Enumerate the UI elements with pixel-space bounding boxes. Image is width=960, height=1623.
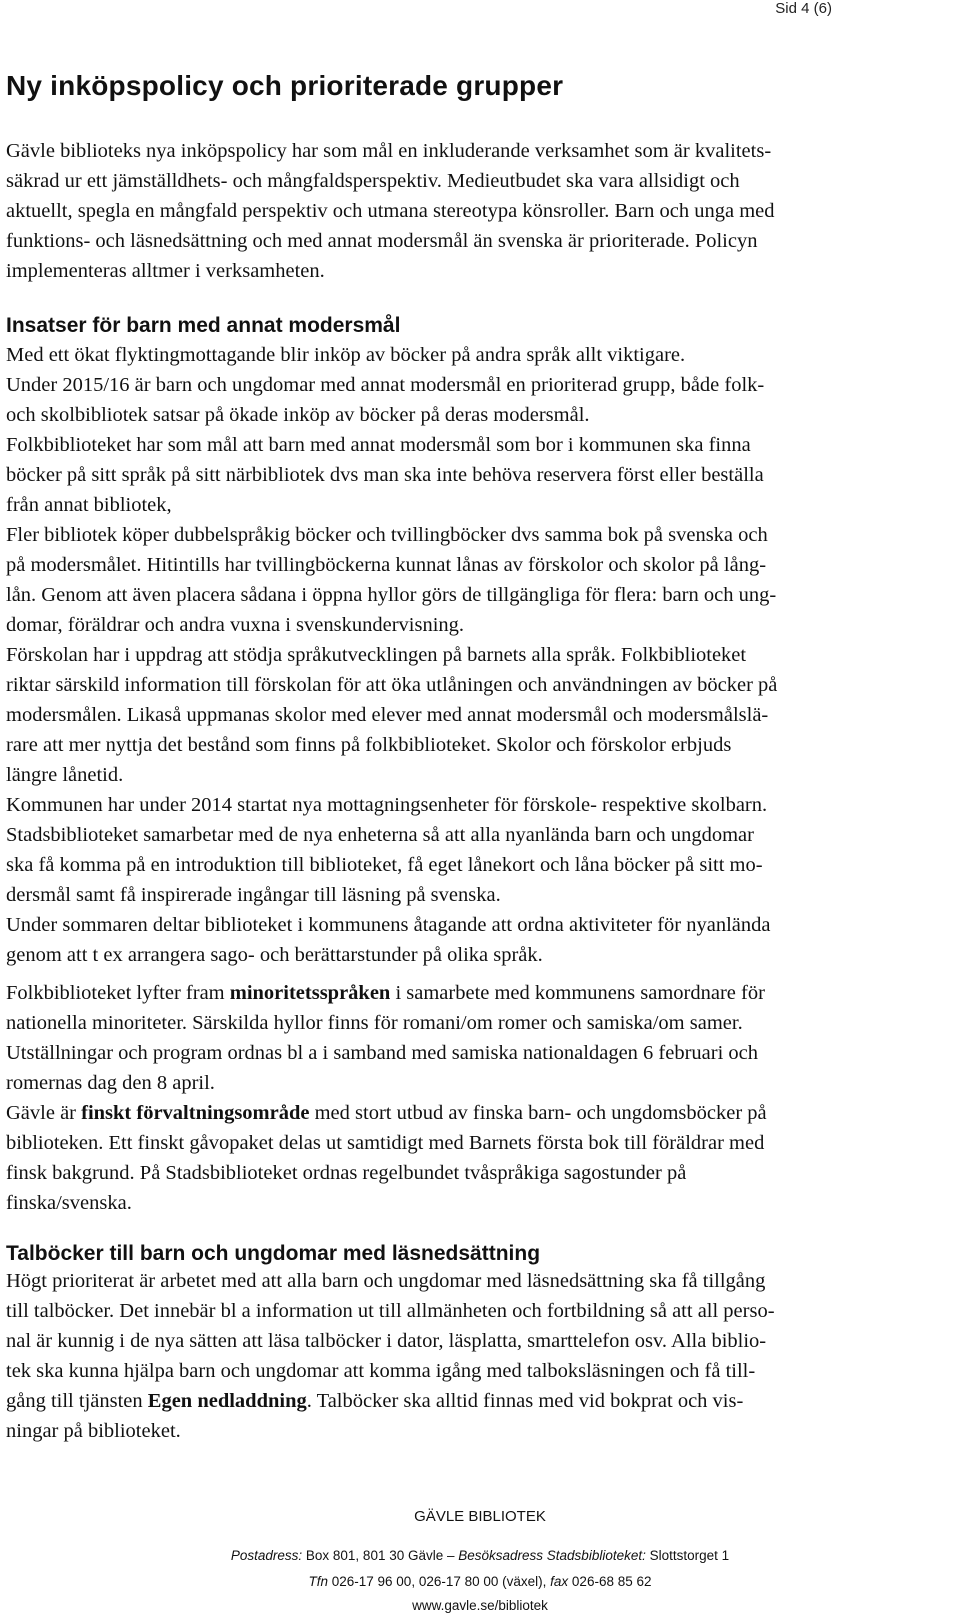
text-line: funktions- och läsnedsättning och med annat modersmål än svenska är prioriterade. Policyn	[6, 230, 758, 252]
text-line: på modersmålet. Hitintills har tvillingböckerna kunnat lånas av förskolor och skolor på lång-	[6, 554, 767, 576]
text-line: genom att t ex arrangera sago- och berättarstunder på olika språk.	[6, 944, 543, 966]
text-line: finska/svenska.	[6, 1192, 132, 1214]
text-line: Utställningar och program ordnas bl a i samband med samiska nationaldagen 6 februari och	[6, 1042, 759, 1064]
text-line: från annat bibliotek,	[6, 494, 172, 516]
section-body-mother-tongue	[6, 340, 946, 970]
text-line: lån. Genom att även placera sådana i öppna hyllor görs de tillgängliga för flera: barn och ung-	[6, 584, 777, 606]
emphasis-finnish-area: finskt förvaltningsområde	[81, 1102, 310, 1124]
text-line: Förskolan har i uppdrag att stödja språkutvecklingen på barnets alla språk. Folkbiblioteket	[6, 644, 747, 666]
text-line: aktuellt, spegla en mångfald perspektiv och utmana stereotypa könsroller. Barn och unga med	[6, 200, 775, 222]
text-line: Kommunen har under 2014 startat nya mottagningsenheter för förskole- respektive skolbarn.	[6, 794, 768, 816]
text-line: ska få komma på en introduktion till biblioteket, få eget lånekort och låna böcker på sitt mo-	[6, 854, 763, 876]
text-line: Under 2015/16 är barn och ungdomar med annat modersmål en prioriterad grupp, både folk-	[6, 374, 765, 396]
text-line: Med ett ökat flyktingmottagande blir inköp av böcker på andra språk allt viktigare.	[6, 344, 686, 366]
text-line: Gävle biblioteks nya inköpspolicy har som mål en inkluderande verksamhet som är kvalitets-	[6, 140, 772, 162]
section-heading-talking-books: Talböcker till barn och ungdomar med läsnedsättning	[6, 1242, 541, 1265]
page-title: Ny inköpspolicy och prioriterade grupper	[6, 70, 564, 101]
text-line: nationella minoriteter. Särskilda hyllor finns för romani/om romer och samiska/om samer.	[6, 1012, 743, 1034]
text-line: Folkbiblioteket lyfter fram minoritetsspråken i samarbete med kommunens samordnare för	[6, 982, 765, 1004]
text-line: Gävle är finskt förvaltningsområde med stort utbud av finska barn- och ungdomsböcker på	[6, 1102, 767, 1124]
text-line: nal är kunnig i de nya sätten att läsa talböcker i dator, läsplatta, smarttelefon osv. Alla biblio-	[6, 1330, 767, 1352]
text-line: Fler bibliotek köper dubbelspråkig böcker och tvillingböcker dvs samma bok på svenska och	[6, 524, 768, 546]
text-line: tek ska kunna hjälpa barn och ungdomar att komma igång med talboksläsningen och få till-	[6, 1360, 756, 1382]
text-line: finsk bakgrund. På Stadsbiblioteket ordnas regelbundet tvåspråkiga sagostunder på	[6, 1162, 687, 1184]
text-line: implementeras alltmer i verksamheten.	[6, 260, 325, 282]
text-line: rare att mer nyttja det bestånd som finns på folkbiblioteket. Skolor och förskolor erbjuds	[6, 734, 732, 756]
text-line: Folkbiblioteket har som mål att barn med annat modersmål som bor i kommunen ska finna	[6, 434, 751, 456]
text-line: domar, föräldrar och andra vuxna i svenskundervisning.	[6, 614, 465, 636]
text-line: till talböcker. Det innebär bl a information ut till allmänheten och fortbildning så att all perso-	[6, 1300, 775, 1322]
text-line: Under sommaren deltar biblioteket i kommunens åtagande att ordna aktiviteter för nyanlända	[6, 914, 771, 936]
section-body-talking-books	[6, 1266, 946, 1446]
footer-organization: GÄVLE BIBLIOTEK	[414, 1508, 546, 1525]
emphasis-minority-languages: minoritetsspråken	[229, 982, 391, 1004]
text-line: ningar på biblioteket.	[6, 1420, 181, 1442]
footer-address: Postadress: Box 801, 801 30 Gävle – Besöksadress Stadsbiblioteket: Slottstorget 1	[230, 1548, 730, 1563]
text-line: säkrad ur ett jämställdhets- och mångfaldsperspektiv. Medieutbudet ska vara allsidigt och	[6, 170, 740, 192]
text-line: romernas dag den 8 april.	[6, 1072, 215, 1094]
text-line: dersmål samt få inspirerade ingångar till läsning på svenska.	[6, 884, 501, 906]
text-line: böcker på sitt språk på sitt närbibliotek dvs man ska inte behöva reservera först eller beställa	[6, 464, 764, 486]
minority-languages-paragraph	[6, 978, 946, 1218]
text-line: Högt prioriterat är arbetet med att alla barn och ungdomar med läsnedsättning ska få tillgång	[6, 1270, 766, 1292]
text-line: biblioteken. Ett finskt gåvopaket delas ut samtidigt med Barnets första bok till föräldrar med	[6, 1132, 765, 1154]
emphasis-own-download: Egen nedladdning	[147, 1390, 307, 1412]
text-line: och skolbibliotek satsar på ökade inköp av böcker på deras modersmål.	[6, 404, 590, 426]
text-line: gång till tjänsten Egen nedladdning. Talböcker ska alltid finnas med vid bokprat och vis-	[6, 1390, 744, 1412]
text-line: riktar särskild information till förskolan för att öka utlåningen och användningen av böcker på	[6, 674, 778, 696]
footer-website[interactable]: www.gavle.se/bibliotek	[412, 1598, 548, 1613]
text-line: längre lånetid.	[6, 764, 124, 786]
page-number: Sid 4 (6)	[775, 0, 832, 17]
footer-phone: Tfn 026-17 96 00, 026-17 80 00 (växel), fax 026-68 85 62	[308, 1574, 652, 1589]
intro-paragraph	[6, 136, 946, 286]
section-heading-mother-tongue: Insatser för barn med annat modersmål	[6, 314, 401, 337]
text-line: modersmålen. Likaså uppmanas skolor med elever med annat modersmål och modersmålslä-	[6, 704, 769, 726]
text-line: Stadsbiblioteket samarbetar med de nya enheterna så att alla nyanlända barn och ungdomar	[6, 824, 754, 846]
